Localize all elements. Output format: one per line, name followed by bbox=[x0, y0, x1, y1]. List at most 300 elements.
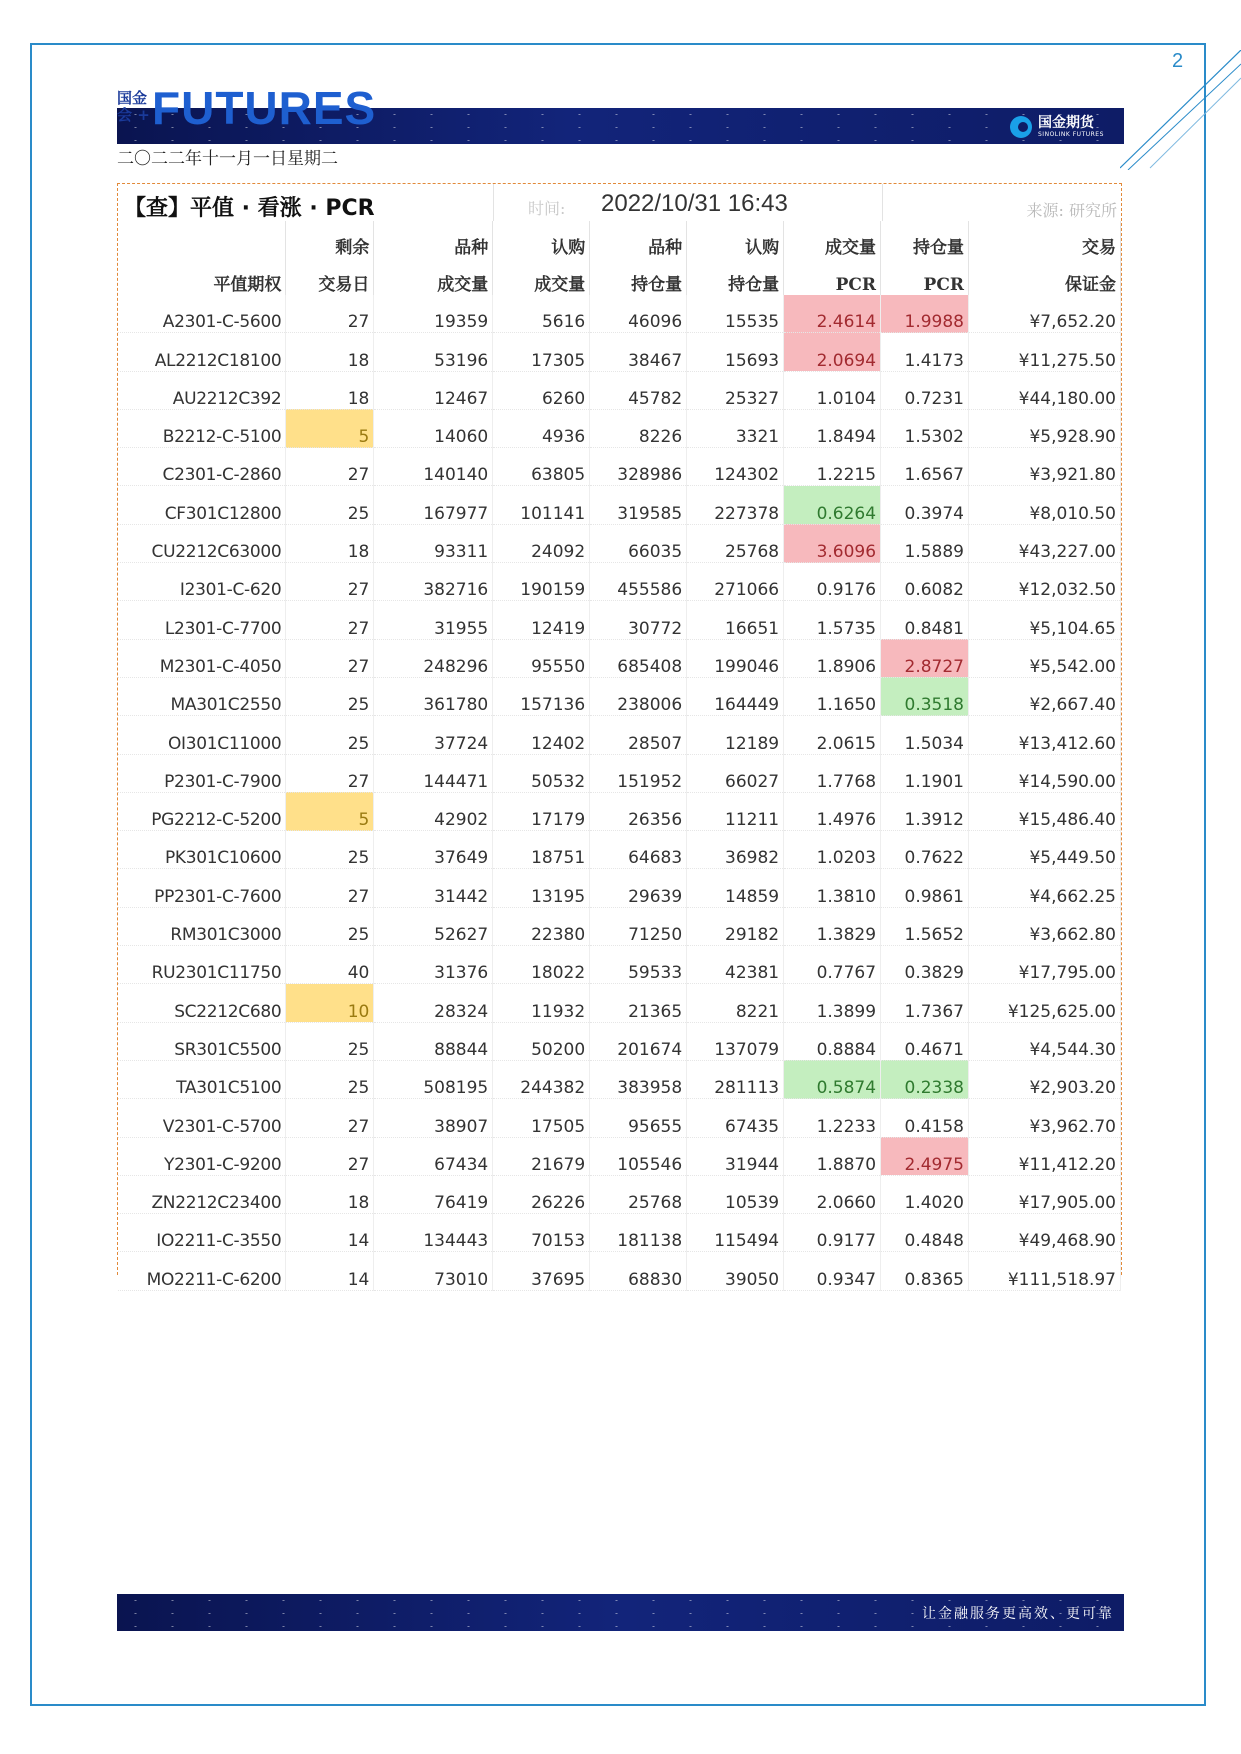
table-cell: 0.6082 bbox=[881, 563, 969, 601]
col-header: 认购 bbox=[687, 221, 784, 258]
table-cell: 45782 bbox=[590, 371, 687, 409]
option-code-cell: Y2301-C-9200 bbox=[118, 1137, 286, 1175]
table-cell: 18 bbox=[286, 371, 374, 409]
table-cell: 115494 bbox=[687, 1214, 784, 1252]
table-cell: ¥3,662.80 bbox=[969, 907, 1121, 945]
table-cell: 2.8727 bbox=[881, 639, 969, 677]
table-row bbox=[118, 1137, 1121, 1175]
table-cell: 95655 bbox=[590, 1099, 687, 1137]
table-cell: 2.0615 bbox=[784, 716, 881, 754]
table-cell: 14060 bbox=[374, 409, 493, 447]
table-cell: ¥5,449.50 bbox=[969, 831, 1121, 869]
table-cell: 1.3810 bbox=[784, 869, 881, 907]
option-code-cell: C2301-C-2860 bbox=[118, 448, 286, 486]
table-cell: 25 bbox=[286, 1060, 374, 1098]
table-cell: ¥125,625.00 bbox=[969, 984, 1121, 1022]
table-cell: 0.7231 bbox=[881, 371, 969, 409]
table-cell: 64683 bbox=[590, 831, 687, 869]
table-cell: 2.4614 bbox=[784, 295, 881, 333]
option-code-cell: RM301C3000 bbox=[118, 907, 286, 945]
table-cell: 28324 bbox=[374, 984, 493, 1022]
table-cell: 28507 bbox=[590, 716, 687, 754]
table-cell: 27 bbox=[286, 1099, 374, 1137]
col-header bbox=[118, 221, 286, 258]
table-row bbox=[118, 831, 1121, 869]
table-row bbox=[118, 792, 1121, 830]
table-cell: 26226 bbox=[493, 1175, 590, 1213]
table-cell: ¥14,590.00 bbox=[969, 754, 1121, 792]
table-cell: 382716 bbox=[374, 563, 493, 601]
table-row bbox=[118, 1022, 1121, 1060]
table-cell: 1.4020 bbox=[881, 1175, 969, 1213]
col-header: 平值期权 bbox=[118, 258, 286, 295]
table-cell: 17179 bbox=[493, 792, 590, 830]
table-cell: 30772 bbox=[590, 601, 687, 639]
table-cell: 25 bbox=[286, 486, 374, 524]
brand-cn-line1: 国金 bbox=[117, 89, 148, 107]
table-cell: 12189 bbox=[687, 716, 784, 754]
option-code-cell: SR301C5500 bbox=[118, 1022, 286, 1060]
col-header: 认购 bbox=[493, 221, 590, 258]
option-code-cell: OI301C11000 bbox=[118, 716, 286, 754]
table-cell: ¥43,227.00 bbox=[969, 524, 1121, 562]
table-row bbox=[118, 869, 1121, 907]
table-cell: 1.2233 bbox=[784, 1099, 881, 1137]
table-cell: ¥15,486.40 bbox=[969, 792, 1121, 830]
table-cell: 0.9177 bbox=[784, 1214, 881, 1252]
table-cell: 31442 bbox=[374, 869, 493, 907]
time-label: 时间: bbox=[528, 199, 566, 218]
table-cell: 37695 bbox=[493, 1252, 590, 1290]
option-code-cell: AL2212C18100 bbox=[118, 333, 286, 371]
table-cell: 1.5652 bbox=[881, 907, 969, 945]
table-cell: 2.0660 bbox=[784, 1175, 881, 1213]
table-cell: ¥5,542.00 bbox=[969, 639, 1121, 677]
table-cell: 53196 bbox=[374, 333, 493, 371]
table-cell: 1.5889 bbox=[881, 524, 969, 562]
table-cell: 101141 bbox=[493, 486, 590, 524]
table-cell: 14 bbox=[286, 1252, 374, 1290]
table-cell: 31944 bbox=[687, 1137, 784, 1175]
table-cell: 42902 bbox=[374, 792, 493, 830]
table-cell: 18751 bbox=[493, 831, 590, 869]
table-cell: 1.1650 bbox=[784, 677, 881, 715]
table-cell: 14 bbox=[286, 1214, 374, 1252]
col-header: 成交量 bbox=[493, 258, 590, 295]
table-cell: 244382 bbox=[493, 1060, 590, 1098]
table-cell: 38467 bbox=[590, 333, 687, 371]
header-row-1 bbox=[118, 221, 1121, 258]
table-cell: 124302 bbox=[687, 448, 784, 486]
table-cell: 25 bbox=[286, 831, 374, 869]
col-header: PCR bbox=[784, 258, 881, 295]
option-code-cell: I2301-C-620 bbox=[118, 563, 286, 601]
table-cell: 5616 bbox=[493, 295, 590, 333]
table-cell: 95550 bbox=[493, 639, 590, 677]
option-code-cell: RU2301C11750 bbox=[118, 946, 286, 984]
table-cell: ¥7,652.20 bbox=[969, 295, 1121, 333]
col-header: 持仓量 bbox=[590, 258, 687, 295]
table-cell: 0.3974 bbox=[881, 486, 969, 524]
table-cell: 1.3899 bbox=[784, 984, 881, 1022]
table-cell: 31955 bbox=[374, 601, 493, 639]
table-row bbox=[118, 754, 1121, 792]
table-cell: 52627 bbox=[374, 907, 493, 945]
brand-logo-text: FUTURES bbox=[152, 82, 377, 134]
table-cell: 2.4975 bbox=[881, 1137, 969, 1175]
table-row bbox=[118, 1060, 1121, 1098]
table-cell: 18022 bbox=[493, 946, 590, 984]
table-cell: 685408 bbox=[590, 639, 687, 677]
option-code-cell: SC2212C680 bbox=[118, 984, 286, 1022]
table-cell: 1.5735 bbox=[784, 601, 881, 639]
table-cell: 67435 bbox=[687, 1099, 784, 1137]
table-cell: 1.4976 bbox=[784, 792, 881, 830]
company-name-en: SINOLINK FUTURES bbox=[1038, 131, 1104, 138]
table-cell: 164449 bbox=[687, 677, 784, 715]
table-cell: 1.0104 bbox=[784, 371, 881, 409]
table-cell: 18 bbox=[286, 524, 374, 562]
table-row bbox=[118, 984, 1121, 1022]
table-cell: 1.8870 bbox=[784, 1137, 881, 1175]
title-divider bbox=[882, 184, 883, 221]
option-code-cell: IO2211-C-3550 bbox=[118, 1214, 286, 1252]
table-cell: 8226 bbox=[590, 409, 687, 447]
table-row bbox=[118, 333, 1121, 371]
brand-cn-line2: 会 + bbox=[117, 106, 150, 124]
table-cell: 11932 bbox=[493, 984, 590, 1022]
option-code-cell: PK301C10600 bbox=[118, 831, 286, 869]
option-code-cell: B2212-C-5100 bbox=[118, 409, 286, 447]
table-row bbox=[118, 907, 1121, 945]
table-cell: 5 bbox=[286, 792, 374, 830]
table-cell: 238006 bbox=[590, 677, 687, 715]
table-cell: ¥12,032.50 bbox=[969, 563, 1121, 601]
page-number: 2 bbox=[1172, 50, 1184, 72]
table-cell: ¥11,275.50 bbox=[969, 333, 1121, 371]
table-cell: 25 bbox=[286, 716, 374, 754]
table-cell: 0.8481 bbox=[881, 601, 969, 639]
title-divider bbox=[493, 184, 494, 221]
table-cell: 50532 bbox=[493, 754, 590, 792]
table-cell: 199046 bbox=[687, 639, 784, 677]
table-row bbox=[118, 677, 1121, 715]
table-cell: 0.4671 bbox=[881, 1022, 969, 1060]
table-cell: 3321 bbox=[687, 409, 784, 447]
company-logo bbox=[1010, 113, 1104, 141]
option-code-cell: M2301-C-4050 bbox=[118, 639, 286, 677]
table-cell: 27 bbox=[286, 563, 374, 601]
table-cell: 1.9988 bbox=[881, 295, 969, 333]
brand-chinese bbox=[117, 90, 151, 124]
table-cell: 0.9861 bbox=[881, 869, 969, 907]
table-cell: 13195 bbox=[493, 869, 590, 907]
table-cell: 15535 bbox=[687, 295, 784, 333]
table-cell: 0.3829 bbox=[881, 946, 969, 984]
table-cell: 37649 bbox=[374, 831, 493, 869]
table-row bbox=[118, 946, 1121, 984]
option-code-cell: TA301C5100 bbox=[118, 1060, 286, 1098]
option-code-cell: CF301C12800 bbox=[118, 486, 286, 524]
table-cell: 1.5302 bbox=[881, 409, 969, 447]
option-code-cell: MO2211-C-6200 bbox=[118, 1252, 286, 1290]
table-row bbox=[118, 1214, 1121, 1252]
table-cell: ¥49,468.90 bbox=[969, 1214, 1121, 1252]
table-cell: 0.7767 bbox=[784, 946, 881, 984]
table-cell: 18 bbox=[286, 1175, 374, 1213]
table-cell: ¥5,928.90 bbox=[969, 409, 1121, 447]
table-cell: 27 bbox=[286, 295, 374, 333]
table-cell: 12402 bbox=[493, 716, 590, 754]
table-cell: ¥2,903.20 bbox=[969, 1060, 1121, 1098]
table-cell: 1.4173 bbox=[881, 333, 969, 371]
table-row bbox=[118, 524, 1121, 562]
table-cell: 151952 bbox=[590, 754, 687, 792]
pcr-table bbox=[118, 221, 1121, 1291]
table-row bbox=[118, 639, 1121, 677]
table-cell: 88844 bbox=[374, 1022, 493, 1060]
col-header: 品种 bbox=[374, 221, 493, 258]
table-cell: ¥17,795.00 bbox=[969, 946, 1121, 984]
table-row bbox=[118, 716, 1121, 754]
table-cell: 12467 bbox=[374, 371, 493, 409]
table-row bbox=[118, 409, 1121, 447]
table-cell: 17505 bbox=[493, 1099, 590, 1137]
table-cell: 26356 bbox=[590, 792, 687, 830]
table-cell: ¥2,667.40 bbox=[969, 677, 1121, 715]
table-cell: 4936 bbox=[493, 409, 590, 447]
table-cell: 24092 bbox=[493, 524, 590, 562]
table-cell: 0.5874 bbox=[784, 1060, 881, 1098]
table-cell: 0.8365 bbox=[881, 1252, 969, 1290]
table-cell: 25768 bbox=[687, 524, 784, 562]
table-cell: 93311 bbox=[374, 524, 493, 562]
table-cell: 144471 bbox=[374, 754, 493, 792]
table-cell: 167977 bbox=[374, 486, 493, 524]
table-cell: 6260 bbox=[493, 371, 590, 409]
table-cell: 0.4158 bbox=[881, 1099, 969, 1137]
table-cell: 10 bbox=[286, 984, 374, 1022]
col-header: 剩余 bbox=[286, 221, 374, 258]
table-cell: ¥17,905.00 bbox=[969, 1175, 1121, 1213]
table-cell: 19359 bbox=[374, 295, 493, 333]
table-cell: 36982 bbox=[687, 831, 784, 869]
table-cell: 0.9347 bbox=[784, 1252, 881, 1290]
table-row bbox=[118, 563, 1121, 601]
table-cell: ¥8,010.50 bbox=[969, 486, 1121, 524]
table-cell: 27 bbox=[286, 869, 374, 907]
table-cell: 76419 bbox=[374, 1175, 493, 1213]
table-cell: 1.7768 bbox=[784, 754, 881, 792]
table-cell: 137079 bbox=[687, 1022, 784, 1060]
col-header: 交易 bbox=[969, 221, 1121, 258]
table-cell: 66035 bbox=[590, 524, 687, 562]
table-cell: 70153 bbox=[493, 1214, 590, 1252]
table-cell: 25327 bbox=[687, 371, 784, 409]
table-cell: 21679 bbox=[493, 1137, 590, 1175]
table-cell: 328986 bbox=[590, 448, 687, 486]
table-cell: 37724 bbox=[374, 716, 493, 754]
option-code-cell: CU2212C63000 bbox=[118, 524, 286, 562]
table-cell: 27 bbox=[286, 754, 374, 792]
table-cell: 1.8494 bbox=[784, 409, 881, 447]
table-cell: 1.6567 bbox=[881, 448, 969, 486]
col-header: 品种 bbox=[590, 221, 687, 258]
table-cell: 1.5034 bbox=[881, 716, 969, 754]
table-cell: 190159 bbox=[493, 563, 590, 601]
table-cell: ¥111,518.97 bbox=[969, 1252, 1121, 1290]
col-header: 交易日 bbox=[286, 258, 374, 295]
table-row bbox=[118, 295, 1121, 333]
table-cell: ¥3,962.70 bbox=[969, 1099, 1121, 1137]
option-code-cell: ZN2212C23400 bbox=[118, 1175, 286, 1213]
table-cell: 157136 bbox=[493, 677, 590, 715]
table-cell: 18 bbox=[286, 333, 374, 371]
table-cell: ¥11,412.20 bbox=[969, 1137, 1121, 1175]
table-cell: ¥4,544.30 bbox=[969, 1022, 1121, 1060]
option-code-cell: A2301-C-5600 bbox=[118, 295, 286, 333]
table-cell: 8221 bbox=[687, 984, 784, 1022]
table-cell: 21365 bbox=[590, 984, 687, 1022]
table-cell: 1.2215 bbox=[784, 448, 881, 486]
table-cell: 46096 bbox=[590, 295, 687, 333]
corner-decoration bbox=[1120, 50, 1241, 170]
table-cell: 71250 bbox=[590, 907, 687, 945]
table-cell: 68830 bbox=[590, 1252, 687, 1290]
option-code-cell: AU2212C392 bbox=[118, 371, 286, 409]
col-header: PCR bbox=[881, 258, 969, 295]
table-cell: 39050 bbox=[687, 1252, 784, 1290]
table-cell: 0.9176 bbox=[784, 563, 881, 601]
table-cell: 0.8884 bbox=[784, 1022, 881, 1060]
table-cell: 1.3912 bbox=[881, 792, 969, 830]
table-title-row bbox=[118, 184, 1121, 222]
table-cell: 67434 bbox=[374, 1137, 493, 1175]
table-cell: 0.3518 bbox=[881, 677, 969, 715]
table-cell: 66027 bbox=[687, 754, 784, 792]
table-cell: 0.4848 bbox=[881, 1214, 969, 1252]
table-cell: 25 bbox=[286, 1022, 374, 1060]
table-cell: 25 bbox=[286, 677, 374, 715]
company-logo-icon bbox=[1010, 116, 1032, 138]
footer-slogan: 让金融服务更高效、更可靠 bbox=[922, 1606, 1114, 1622]
table-cell: 29639 bbox=[590, 869, 687, 907]
table-cell: 0.7622 bbox=[881, 831, 969, 869]
table-cell: 10539 bbox=[687, 1175, 784, 1213]
option-code-cell: V2301-C-5700 bbox=[118, 1099, 286, 1137]
table-cell: 15693 bbox=[687, 333, 784, 371]
table-cell: 22380 bbox=[493, 907, 590, 945]
table-cell: 0.6264 bbox=[784, 486, 881, 524]
table-cell: 27 bbox=[286, 1137, 374, 1175]
table-cell: 12419 bbox=[493, 601, 590, 639]
table-cell: 1.3829 bbox=[784, 907, 881, 945]
table-cell: 2.0694 bbox=[784, 333, 881, 371]
table-cell: 508195 bbox=[374, 1060, 493, 1098]
col-header: 持仓量 bbox=[881, 221, 969, 258]
time-value: 2022/10/31 16:43 bbox=[601, 190, 788, 217]
table-row bbox=[118, 1175, 1121, 1213]
table-cell: ¥4,662.25 bbox=[969, 869, 1121, 907]
table-body bbox=[118, 295, 1121, 1290]
table-row bbox=[118, 1099, 1121, 1137]
table-cell: 248296 bbox=[374, 639, 493, 677]
table-cell: 11211 bbox=[687, 792, 784, 830]
col-header: 保证金 bbox=[969, 258, 1121, 295]
table-cell: 27 bbox=[286, 448, 374, 486]
table-row bbox=[118, 486, 1121, 524]
table-cell: 281113 bbox=[687, 1060, 784, 1098]
option-code-cell: PP2301-C-7600 bbox=[118, 869, 286, 907]
table-cell: 5 bbox=[286, 409, 374, 447]
table-cell: 105546 bbox=[590, 1137, 687, 1175]
table-cell: 3.6096 bbox=[784, 524, 881, 562]
table-cell: 27 bbox=[286, 601, 374, 639]
col-header: 成交量 bbox=[374, 258, 493, 295]
pcr-table-panel bbox=[117, 183, 1122, 1290]
report-date: 二〇二二年十一月一日星期二 bbox=[117, 149, 338, 169]
header-row-2 bbox=[118, 258, 1121, 295]
table-cell: 27 bbox=[286, 639, 374, 677]
table-row bbox=[118, 601, 1121, 639]
table-cell: 134443 bbox=[374, 1214, 493, 1252]
table-cell: 455586 bbox=[590, 563, 687, 601]
table-cell: 14859 bbox=[687, 869, 784, 907]
table-cell: 1.7367 bbox=[881, 984, 969, 1022]
table-cell: 25768 bbox=[590, 1175, 687, 1213]
table-cell: 38907 bbox=[374, 1099, 493, 1137]
table-cell: 16651 bbox=[687, 601, 784, 639]
table-row bbox=[118, 371, 1121, 409]
table-cell: 31376 bbox=[374, 946, 493, 984]
table-cell: 201674 bbox=[590, 1022, 687, 1060]
table-cell: 59533 bbox=[590, 946, 687, 984]
table-cell: ¥5,104.65 bbox=[969, 601, 1121, 639]
source-label: 来源: 研究所 bbox=[1026, 201, 1117, 220]
table-cell: 361780 bbox=[374, 677, 493, 715]
company-name-cn: 国金期货 bbox=[1038, 115, 1094, 131]
table-cell: 319585 bbox=[590, 486, 687, 524]
table-cell: 29182 bbox=[687, 907, 784, 945]
table-cell: 73010 bbox=[374, 1252, 493, 1290]
table-title: 【查】平值 · 看涨 · PCR bbox=[124, 196, 375, 221]
table-cell: 25 bbox=[286, 907, 374, 945]
col-header: 成交量 bbox=[784, 221, 881, 258]
table-cell: 181138 bbox=[590, 1214, 687, 1252]
option-code-cell: PG2212-C-5200 bbox=[118, 792, 286, 830]
table-cell: ¥3,921.80 bbox=[969, 448, 1121, 486]
table-cell: 40 bbox=[286, 946, 374, 984]
table-cell: 50200 bbox=[493, 1022, 590, 1060]
col-header: 持仓量 bbox=[687, 258, 784, 295]
table-cell: 17305 bbox=[493, 333, 590, 371]
table-cell: 271066 bbox=[687, 563, 784, 601]
table-cell: 63805 bbox=[493, 448, 590, 486]
table-cell: ¥44,180.00 bbox=[969, 371, 1121, 409]
table-cell: 227378 bbox=[687, 486, 784, 524]
table-cell: 1.0203 bbox=[784, 831, 881, 869]
option-code-cell: MA301C2550 bbox=[118, 677, 286, 715]
table-cell: ¥13,412.60 bbox=[969, 716, 1121, 754]
table-cell: 140140 bbox=[374, 448, 493, 486]
table-cell: 42381 bbox=[687, 946, 784, 984]
option-code-cell: L2301-C-7700 bbox=[118, 601, 286, 639]
footer-banner bbox=[117, 1594, 1124, 1631]
table-cell: 1.1901 bbox=[881, 754, 969, 792]
table-row bbox=[118, 448, 1121, 486]
table-row bbox=[118, 1252, 1121, 1290]
table-cell: 1.8906 bbox=[784, 639, 881, 677]
